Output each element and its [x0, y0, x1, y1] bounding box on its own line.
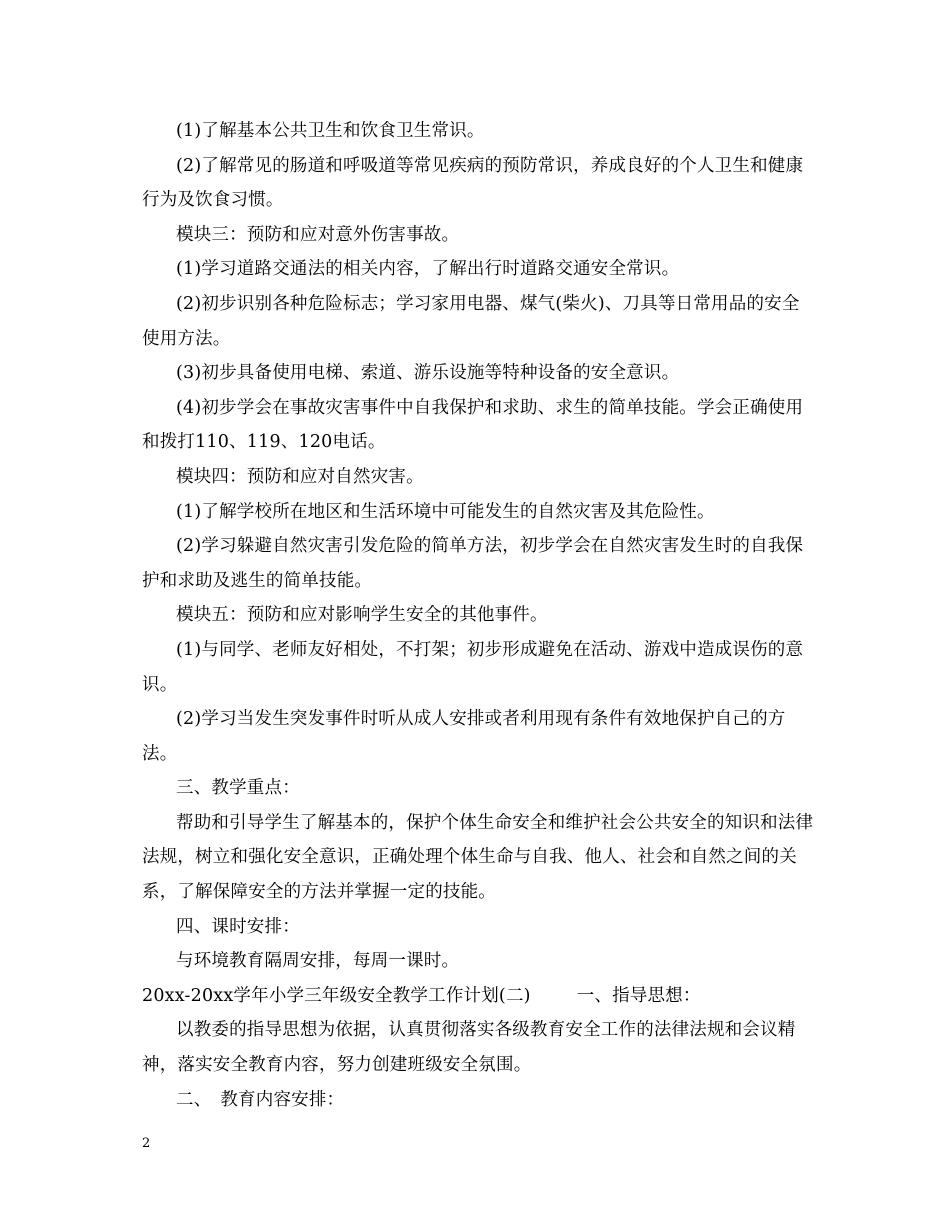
paragraph: 与环境教育隔周安排，每周一课时。: [176, 951, 460, 972]
module-heading: 模块五：预防和应对影响学生安全的其他事件。: [176, 605, 548, 626]
page-number: 2: [142, 1136, 151, 1151]
plan-title: 20xx-20xx学年小学三年级安全教学工作计划(二): [142, 985, 531, 1006]
paragraph: (1)与同学、老师友好相处，不打架；初步形成避免在活动、游戏中造成误伤的意识。: [142, 639, 804, 695]
paragraph: (4)初步学会在事故灾害事件中自我保护和求助、求生的简单技能。学会正确使用和拨打110、119、120电话。: [142, 397, 804, 453]
section-heading: 四、课时安排：: [176, 916, 300, 937]
paragraph: (2)了解常见的肠道和呼吸道等常见疾病的预防常识，养成良好的个人卫生和健康行为及饮食习惯。: [142, 155, 804, 211]
section-heading: 二、 教育内容安排：: [176, 1089, 345, 1110]
paragraph: 帮助和引导学生了解基本的，保护个体生命安全和维护社会公共安全的知识和法律法规，树立和强化安全意识，正确处理个体生命与自我、他人、社会和自然之间的关系，了解保障安全的方法并掌握一定的技能。: [142, 812, 814, 903]
paragraph: (2)初步识别各种危险标志；学习家用电器、煤气(柴火)、刀具等日常用品的安全使用方法。: [142, 293, 800, 349]
paragraph: (2)学习躲避自然灾害引发危险的简单方法，初步学会在自然灾害发生时的自我保护和求助及逃生的简单技能。: [142, 536, 804, 591]
plan-title-line: [142, 979, 814, 1014]
module-heading: 模块三：预防和应对意外伤害事故。: [176, 224, 460, 245]
paragraph: 以教委的指导思想为依据，认真贯彻落实各级教育安全工作的法律法规和会议精神，落实安全教育内容，努力创建班级安全氛围。: [142, 1020, 796, 1076]
document-body: [142, 114, 814, 1117]
paragraph: (1)了解学校所在地区和生活环境中可能发生的自然灾害及其危险性。: [176, 501, 715, 522]
plan-first-heading: 一、指导思想：: [576, 985, 701, 1006]
paragraph: (3)初步具备使用电梯、索道、游乐设施等特种设备的安全意识。: [176, 363, 680, 384]
paragraph: (1)学习道路交通法的相关内容，了解出行时道路交通安全常识。: [176, 259, 680, 280]
section-heading: 三、教学重点：: [176, 778, 300, 799]
module-heading: 模块四：预防和应对自然灾害。: [176, 466, 424, 487]
paragraph: (2)学习当发生突发事件时听从成人安排或者利用现有条件有效地保护自己的方法。: [142, 709, 786, 764]
paragraph: (1)了解基本公共卫生和饮食卫生常识。: [176, 121, 485, 141]
